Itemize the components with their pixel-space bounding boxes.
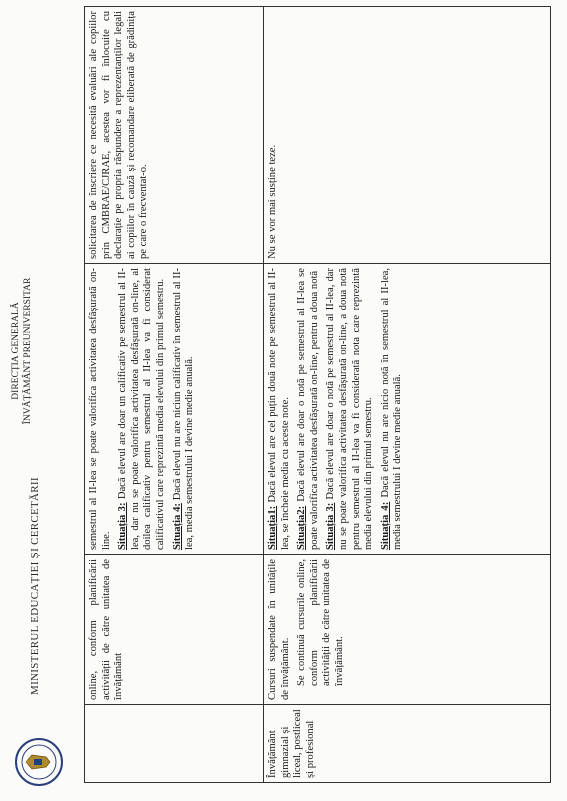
rules-table	[84, 6, 551, 783]
situation-1: Situația1: Dacă elevul are cel puțin două note pe semestrul al II-lea, se încheie media cu aceste note.	[267, 268, 291, 550]
notes-cell: Nu se vor mai susține teze.	[264, 7, 551, 264]
direction-line-2: ÎNVĂȚĂMÂNT PREUNIVERSITAR	[23, 277, 33, 425]
notes-cell: solicitarea de înscriere ce necesită evaluări ale copiilor prin CMBRAE/CJRAE, acestea vor fi înlocuite cu declarație pe propria răspundere a reprezentanților legali ai copiilor în cauză și recomandare eliberată de grădinița pe care o frecventat-o.	[85, 7, 264, 264]
situation-4: Situația 4: Dacă elevul nu are niciun calificativ în semestrul al II-lea, media semestrului I devine medie anuală.	[171, 268, 196, 550]
situation-3: Situația 3: Dacă elevul are doar un calificativ pe semestrul al II-lea, dar nu se poate valorifica activitatea desfășurată on-line, al doilea calificativ pentru semestrul al II-lea va fi considerat calificativul care reprezintă media elevului din primul semestru.	[117, 268, 166, 550]
direction-header	[10, 201, 34, 501]
level-cell: Învățământ gimnazial și liceal, postliceal și profesional	[264, 705, 551, 783]
coat-of-arms-logo	[14, 737, 64, 787]
ministry-header	[14, 477, 74, 791]
mode-online: Se continuă cursurile online, conform planificării activității de către unitatea de învățământ.	[296, 559, 345, 686]
direction-line-1: DIRECȚIA GENERALĂ	[11, 302, 21, 400]
table-row	[264, 7, 551, 783]
situations-cell	[85, 264, 264, 555]
situation-2: Situația2: Dacă elevul are doar o notă pe semestrul al II-lea se poate valorifica activitatea desfășurată on-line, pentru a doua notă	[296, 268, 320, 550]
level-cell	[85, 705, 264, 783]
table-row	[85, 7, 264, 783]
mode-suspended: Cursuri suspendate în unitățile de învățământ.	[267, 559, 291, 700]
situation-3: Situația 3: Dacă elevul are doar o notă pe semestrul al II-lea, dar nu se poate valorifica activitatea desfășurată on-line, a doua notă pentru semestrul al II-lea va fi considerată nota care reprezintă media elevului din primul semestru.	[325, 268, 375, 550]
mode-cell: online, conform planificării activității de către unitatea de învățământ	[85, 555, 264, 705]
situation-text: semestrul al II-lea se poate valorifica activitatea desfășurată on-line.	[88, 268, 112, 550]
situation-4: Situația 4: Dacă elevul nu are nicio notă în semestrul al II-lea, media semestrului I devine medie anuală.	[379, 267, 404, 550]
ministry-name: MINISTERUL EDUCAȚIEI ȘI CERCETĂRII	[29, 477, 41, 695]
situations-cell	[264, 264, 551, 555]
mode-cell	[264, 555, 551, 705]
